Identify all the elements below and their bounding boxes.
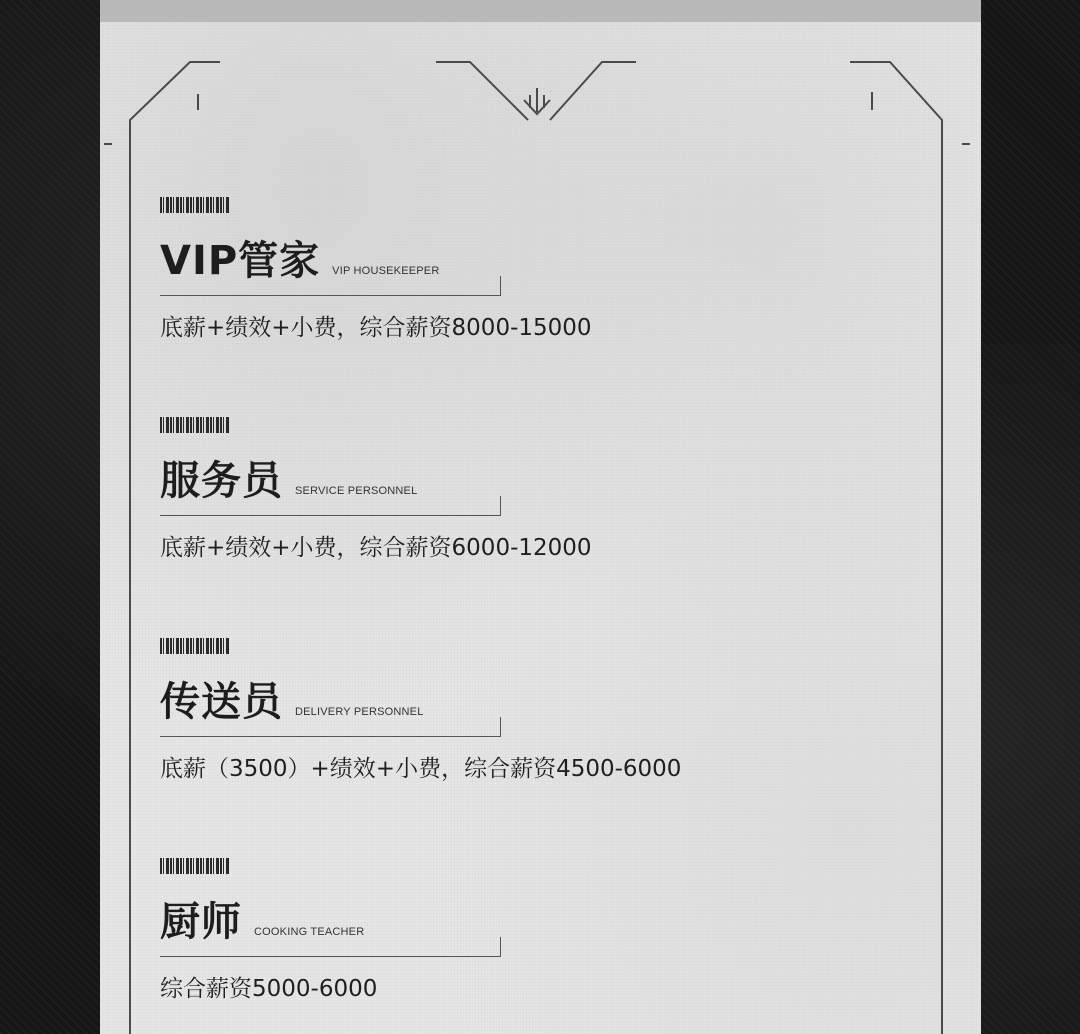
position-subtitle: DELIVERY PERSONNEL xyxy=(295,706,424,718)
position-title-row xyxy=(160,672,424,732)
position-title-row xyxy=(160,892,364,952)
barcode-icon xyxy=(160,197,230,213)
position-title: 服务员 xyxy=(160,458,283,504)
position-title: 传送员 xyxy=(160,679,283,725)
title-underline-tick xyxy=(500,276,501,296)
title-underline-tick xyxy=(500,496,501,516)
title-underline xyxy=(160,295,501,296)
position-subtitle: VIP HOUSEKEEPER xyxy=(332,265,440,277)
position-description: 综合薪资5000-6000 xyxy=(160,976,378,1002)
position-subtitle: COOKING TEACHER xyxy=(254,926,365,938)
position-description: 底薪+绩效+小费，综合薪资6000-12000 xyxy=(160,535,592,561)
title-underline xyxy=(160,515,501,516)
title-underline-tick xyxy=(500,937,501,957)
barcode-icon xyxy=(160,417,230,433)
barcode-icon xyxy=(160,858,230,874)
title-underline xyxy=(160,956,501,957)
title-underline-tick xyxy=(500,717,501,737)
barcode-icon xyxy=(160,638,230,654)
position-title-row xyxy=(160,231,440,291)
position-title-row xyxy=(160,451,417,511)
position-description: 底薪+绩效+小费，综合薪资8000-15000 xyxy=(160,315,592,341)
position-title: 厨师 xyxy=(160,899,242,945)
position-description: 底薪（3500）+绩效+小费，综合薪资4500-6000 xyxy=(160,756,682,782)
position-subtitle: SERVICE PERSONNEL xyxy=(295,485,418,497)
position-title: VIP管家 xyxy=(160,238,321,284)
title-underline xyxy=(160,736,501,737)
